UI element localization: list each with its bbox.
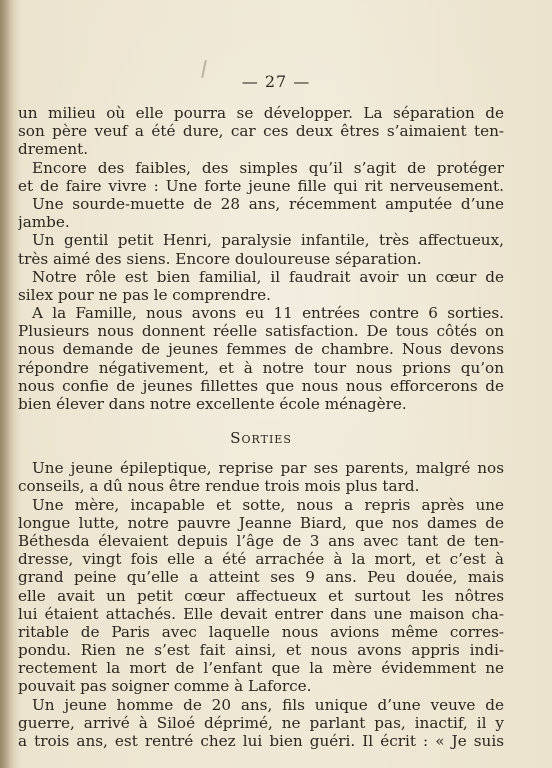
text-line: a trois ans, est rentré chez lui bien guéri. Il écrit : « Je suis [18, 732, 504, 750]
body-text [18, 104, 504, 750]
paragraphs-after-heading [18, 459, 504, 750]
text-line: nous confie de jeunes fillettes que nous nous efforcerons de [18, 376, 504, 395]
text-line: nous demande de jeunes femmes de chambre. Nous devons [18, 340, 504, 359]
text-line: Notre rôle est bien familial, il faudrait avoir un cœur de [32, 267, 504, 286]
text-line: grand peine qu’elle a atteint ses 9 ans. Peu douée, mais [18, 568, 504, 587]
spine-shadow [0, 0, 14, 768]
paragraphs-before-heading [18, 104, 504, 413]
text-line: Une mère, incapable et sotte, nous a repris après une [32, 495, 504, 514]
text-line: rectement la mort de l’enfant que la mère évidemment ne [18, 659, 504, 678]
text-line: ritable de Paris avec laquelle nous avions même corres- [18, 622, 504, 641]
text-line: Un gentil petit Henri, paralysie infantile, très affectueux, [32, 231, 504, 250]
text-line: Plusieurs nous donnent réelle satisfaction. De tous côtés on [18, 322, 504, 341]
text-line: A la Famille, nous avons eu 11 entrées contre 6 sorties. [32, 304, 504, 323]
text-line: pondu. Rien ne s’est fait ainsi, et nous avons appris indi- [18, 641, 504, 660]
text-line: Encore des faibles, des simples qu’il s’agit de protéger [32, 158, 504, 177]
text-line: elle avait un petit cœur affectueux et surtout les nôtres [18, 586, 504, 605]
text-line: conseils, a dû nous être rendue trois mois plus tard. [18, 477, 420, 496]
text-line: bien élever dans notre excellente école ménagère. [18, 395, 407, 413]
text-line: dresse, vingt fois elle a été arrachée à la mort, et c’est à [18, 550, 504, 569]
text-line: son père veuf a été dure, car ces deux êtres s’aimaient ten- [18, 122, 504, 141]
text-line: très aimé des siens. Encore douloureuse séparation. [18, 249, 422, 268]
page-number: — 27 — [241, 72, 311, 91]
text-line: Un jeune homme de 20 ans, fils unique d’une veuve de [32, 695, 504, 714]
text-line: répondre négativement, et à notre tour nous prions qu’on [18, 358, 504, 377]
section-heading: Sorties [230, 429, 292, 448]
text-line: drement. [18, 140, 89, 159]
text-line: et de faire vivre : Une forte jeune fille qui rit nerveusement. [18, 176, 504, 195]
text-line: Une sourde-muette de 28 ans, récemment amputée d’une [32, 194, 504, 213]
text-line: silex pour ne pas le comprendre. [18, 285, 271, 304]
text-line: guerre, arrivé à Siloé déprimé, ne parlant pas, inactif, il y [18, 713, 504, 732]
text-line: un milieu où elle pourra se développer. La séparation de [18, 104, 504, 122]
text-line: jambe. [18, 213, 70, 232]
text-line: Une jeune épileptique, reprise par ses parents, malgré nos [32, 459, 504, 478]
text-line: lui étaient attachés. Elle devait entrer dans une maison cha- [18, 604, 504, 623]
text-line: longue lutte, notre pauvre Jeanne Biard, que nos dames de [18, 513, 504, 532]
text-line: pouvait pas soigner comme à Laforce. [18, 677, 312, 696]
text-line: Béthesda élevaient depuis l’âge de 3 ans avec tant de ten- [18, 531, 504, 550]
